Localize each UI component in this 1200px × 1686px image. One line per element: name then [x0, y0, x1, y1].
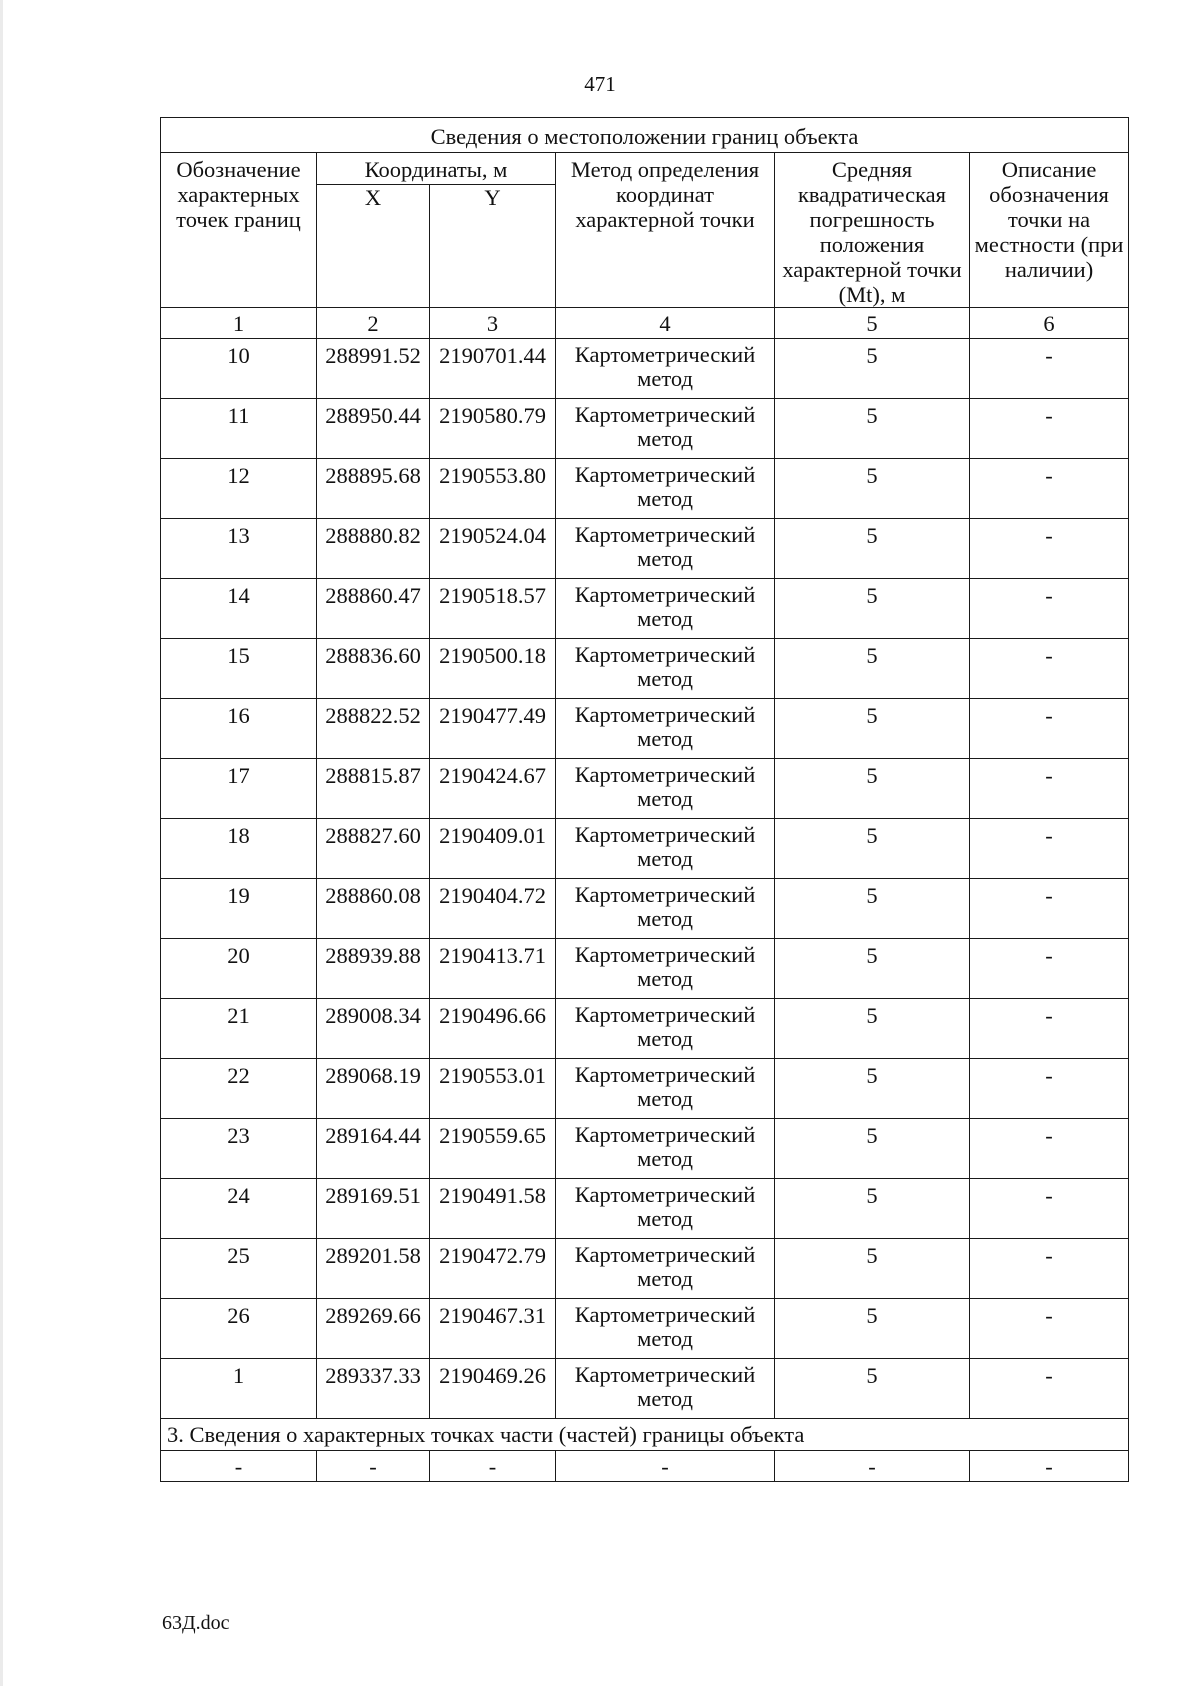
method-cell: Картометрический метод — [556, 999, 775, 1059]
header-description: Описание обозначения точки на местности (при наличии) — [970, 153, 1129, 308]
y-coordinate-cell: 2190500.18 — [430, 639, 556, 699]
point-cell: 22 — [161, 1059, 317, 1119]
x-coordinate-cell: 289068.19 — [317, 1059, 430, 1119]
method-cell: Картометрический метод — [556, 819, 775, 879]
x-coordinate-cell: 288827.60 — [317, 819, 430, 879]
description-cell: - — [970, 819, 1129, 879]
y-coordinate-cell: 2190496.66 — [430, 999, 556, 1059]
method-cell: Картометрический метод — [556, 759, 775, 819]
method-cell: Картометрический метод — [556, 339, 775, 399]
x-coordinate-cell: 288895.68 — [317, 459, 430, 519]
footer-filename: 63Д.doc — [162, 1612, 230, 1634]
header-row — [161, 153, 1129, 185]
point-cell: 21 — [161, 999, 317, 1059]
column-number: 5 — [775, 308, 970, 339]
point-cell: 19 — [161, 879, 317, 939]
table-row — [161, 1119, 1129, 1179]
table-row — [161, 1059, 1129, 1119]
y-coordinate-cell: 2190553.01 — [430, 1059, 556, 1119]
section3-cell: - — [430, 1451, 556, 1482]
x-coordinate-cell: 289269.66 — [317, 1299, 430, 1359]
scan-edge — [0, 0, 3, 1686]
y-coordinate-cell: 2190424.67 — [430, 759, 556, 819]
point-cell: 11 — [161, 399, 317, 459]
table-title: Сведения о местоположении границ объекта — [161, 118, 1129, 153]
table-row — [161, 1239, 1129, 1299]
x-coordinate-cell: 288815.87 — [317, 759, 430, 819]
table-row — [161, 1299, 1129, 1359]
description-cell: - — [970, 879, 1129, 939]
point-cell: 1 — [161, 1359, 317, 1419]
y-coordinate-cell: 2190580.79 — [430, 399, 556, 459]
y-coordinate-cell: 2190559.65 — [430, 1119, 556, 1179]
column-number: 6 — [970, 308, 1129, 339]
y-coordinate-cell: 2190491.58 — [430, 1179, 556, 1239]
table-row — [161, 639, 1129, 699]
error-cell: 5 — [775, 399, 970, 459]
y-coordinate-cell: 2190524.04 — [430, 519, 556, 579]
point-cell: 16 — [161, 699, 317, 759]
x-coordinate-cell: 289164.44 — [317, 1119, 430, 1179]
y-coordinate-cell: 2190518.57 — [430, 579, 556, 639]
y-coordinate-cell: 2190472.79 — [430, 1239, 556, 1299]
column-number: 4 — [556, 308, 775, 339]
method-cell: Картометрический метод — [556, 1119, 775, 1179]
section3-cell: - — [970, 1451, 1129, 1482]
description-cell: - — [970, 399, 1129, 459]
method-cell: Картометрический метод — [556, 1059, 775, 1119]
description-cell: - — [970, 759, 1129, 819]
table-row — [161, 999, 1129, 1059]
method-cell: Картометрический метод — [556, 639, 775, 699]
method-cell: Картометрический метод — [556, 879, 775, 939]
method-cell: Картометрический метод — [556, 399, 775, 459]
table-row — [161, 519, 1129, 579]
description-cell: - — [970, 1299, 1129, 1359]
section3-cell: - — [775, 1451, 970, 1482]
boundary-table — [160, 117, 1129, 1482]
description-cell: - — [970, 1119, 1129, 1179]
description-cell: - — [970, 1059, 1129, 1119]
error-cell: 5 — [775, 819, 970, 879]
method-cell: Картометрический метод — [556, 579, 775, 639]
description-cell: - — [970, 519, 1129, 579]
table-row — [161, 339, 1129, 399]
point-cell: 17 — [161, 759, 317, 819]
column-number: 3 — [430, 308, 556, 339]
x-coordinate-cell: 288991.52 — [317, 339, 430, 399]
section3-cell: - — [317, 1451, 430, 1482]
method-cell: Картометрический метод — [556, 1239, 775, 1299]
point-cell: 25 — [161, 1239, 317, 1299]
x-coordinate-cell: 289201.58 — [317, 1239, 430, 1299]
error-cell: 5 — [775, 1239, 970, 1299]
description-cell: - — [970, 579, 1129, 639]
error-cell: 5 — [775, 639, 970, 699]
header-method: Метод определения координат характерной точки — [556, 153, 775, 308]
y-coordinate-cell: 2190409.01 — [430, 819, 556, 879]
table-row — [161, 819, 1129, 879]
error-cell: 5 — [775, 519, 970, 579]
x-coordinate-cell: 289337.33 — [317, 1359, 430, 1419]
page-number: 471 — [584, 72, 616, 96]
x-coordinate-cell: 288939.88 — [317, 939, 430, 999]
header-point: Обозначение характерных точек границ — [161, 153, 317, 308]
error-cell: 5 — [775, 759, 970, 819]
description-cell: - — [970, 1179, 1129, 1239]
y-coordinate-cell: 2190553.80 — [430, 459, 556, 519]
y-coordinate-cell: 2190467.31 — [430, 1299, 556, 1359]
table-title-row — [161, 118, 1129, 153]
error-cell: 5 — [775, 1179, 970, 1239]
method-cell: Картометрический метод — [556, 1179, 775, 1239]
point-cell: 14 — [161, 579, 317, 639]
method-cell: Картометрический метод — [556, 939, 775, 999]
error-cell: 5 — [775, 1119, 970, 1179]
table-row — [161, 1179, 1129, 1239]
column-number-row — [161, 308, 1129, 339]
column-number: 1 — [161, 308, 317, 339]
description-cell: - — [970, 939, 1129, 999]
table-row — [161, 939, 1129, 999]
header-y: Y — [430, 185, 556, 308]
description-cell: - — [970, 339, 1129, 399]
section3-title: 3. Сведения о характерных точках части (частей) границы объекта — [161, 1419, 1129, 1451]
point-cell: 20 — [161, 939, 317, 999]
method-cell: Картометрический метод — [556, 459, 775, 519]
point-cell: 23 — [161, 1119, 317, 1179]
y-coordinate-cell: 2190477.49 — [430, 699, 556, 759]
table-row — [161, 579, 1129, 639]
description-cell: - — [970, 699, 1129, 759]
header-error: Средняя квадратическая погрешность положения характерной точки (Mt), м — [775, 153, 970, 308]
x-coordinate-cell: 288950.44 — [317, 399, 430, 459]
description-cell: - — [970, 639, 1129, 699]
error-cell: 5 — [775, 1299, 970, 1359]
y-coordinate-cell: 2190469.26 — [430, 1359, 556, 1419]
section3-cell: - — [556, 1451, 775, 1482]
header-coords: Координаты, м — [317, 153, 556, 185]
section3-cell: - — [161, 1451, 317, 1482]
point-cell: 24 — [161, 1179, 317, 1239]
x-coordinate-cell: 288880.82 — [317, 519, 430, 579]
description-cell: - — [970, 459, 1129, 519]
error-cell: 5 — [775, 999, 970, 1059]
point-cell: 12 — [161, 459, 317, 519]
error-cell: 5 — [775, 579, 970, 639]
x-coordinate-cell: 288836.60 — [317, 639, 430, 699]
boundary-sheet — [160, 117, 1128, 1482]
table-row — [161, 759, 1129, 819]
table-row — [161, 699, 1129, 759]
error-cell: 5 — [775, 1059, 970, 1119]
x-coordinate-cell: 288860.47 — [317, 579, 430, 639]
method-cell: Картометрический метод — [556, 1359, 775, 1419]
point-cell: 18 — [161, 819, 317, 879]
point-cell: 26 — [161, 1299, 317, 1359]
error-cell: 5 — [775, 1359, 970, 1419]
table-row — [161, 879, 1129, 939]
y-coordinate-cell: 2190413.71 — [430, 939, 556, 999]
x-coordinate-cell: 289008.34 — [317, 999, 430, 1059]
method-cell: Картометрический метод — [556, 1299, 775, 1359]
y-coordinate-cell: 2190701.44 — [430, 339, 556, 399]
y-coordinate-cell: 2190404.72 — [430, 879, 556, 939]
column-number: 2 — [317, 308, 430, 339]
description-cell: - — [970, 999, 1129, 1059]
method-cell: Картометрический метод — [556, 519, 775, 579]
error-cell: 5 — [775, 879, 970, 939]
point-cell: 13 — [161, 519, 317, 579]
error-cell: 5 — [775, 699, 970, 759]
method-cell: Картометрический метод — [556, 699, 775, 759]
section3-data-row — [161, 1451, 1129, 1482]
error-cell: 5 — [775, 339, 970, 399]
error-cell: 5 — [775, 939, 970, 999]
header-x: X — [317, 185, 430, 308]
section3-row — [161, 1419, 1129, 1451]
x-coordinate-cell: 288822.52 — [317, 699, 430, 759]
point-cell: 15 — [161, 639, 317, 699]
error-cell: 5 — [775, 459, 970, 519]
x-coordinate-cell: 289169.51 — [317, 1179, 430, 1239]
table-row — [161, 399, 1129, 459]
table-row — [161, 459, 1129, 519]
x-coordinate-cell: 288860.08 — [317, 879, 430, 939]
point-cell: 10 — [161, 339, 317, 399]
description-cell: - — [970, 1239, 1129, 1299]
description-cell: - — [970, 1359, 1129, 1419]
table-row — [161, 1359, 1129, 1419]
